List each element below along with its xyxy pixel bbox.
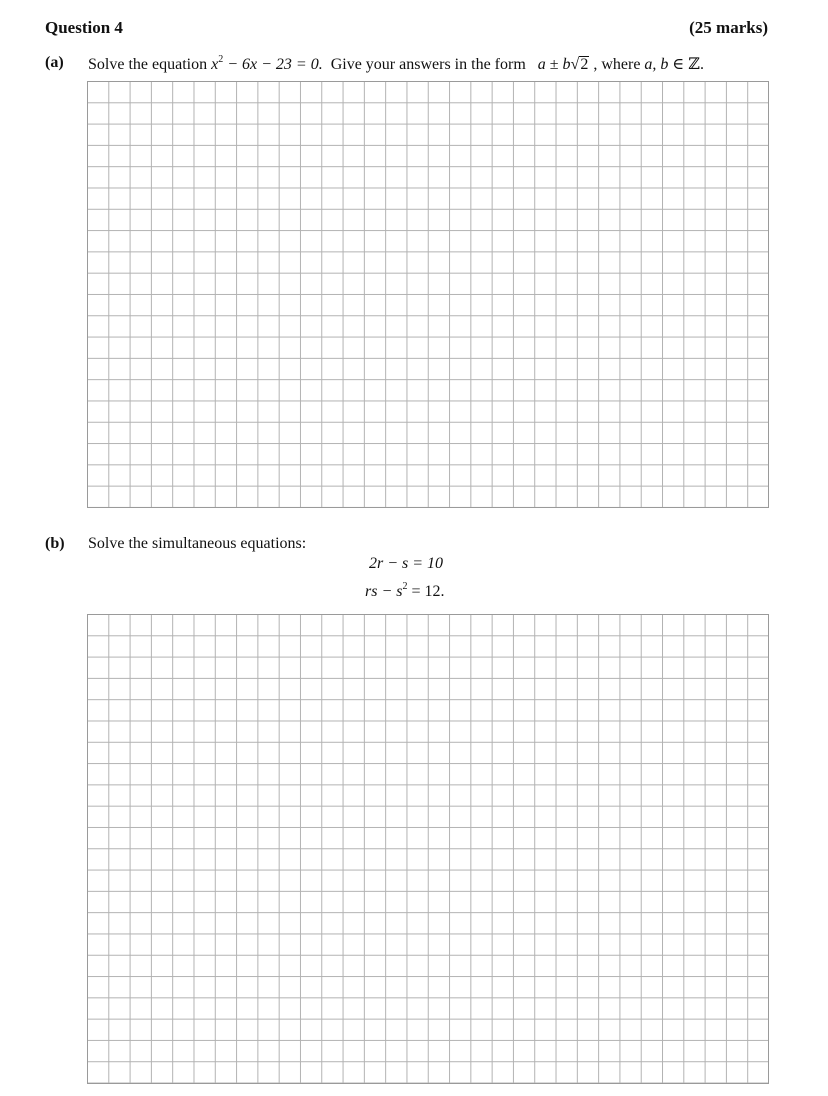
answer-form [534, 56, 594, 73]
answer-form-pm: ± [545, 56, 563, 73]
radical-sign: √ [570, 56, 580, 73]
answer-form-a: a [537, 56, 546, 73]
equation-2-base: rs − s [365, 583, 403, 600]
marks-label: (25 marks) [689, 18, 768, 37]
equation-2-rest: = 12. [407, 583, 445, 600]
equation-a-exponent: 2 [218, 54, 224, 65]
answer-grid-a[interactable] [87, 81, 769, 508]
element-of-symbol: ∈ [668, 56, 689, 73]
integers-symbol: ℤ [688, 56, 700, 73]
equation-a-x: x [211, 56, 219, 73]
simultaneous-equation-2 [365, 583, 445, 601]
equation-a-rest: − 6x − 23 = 0. [223, 56, 323, 73]
equation-a [211, 56, 327, 73]
part-a-question [88, 54, 704, 74]
answer-form-b: b [562, 56, 571, 73]
equation-2-exponent: 2 [402, 581, 408, 592]
part-b-label: (b) [45, 535, 65, 552]
sqrt-two [571, 56, 590, 74]
simultaneous-equation-1: 2r − s = 10 [369, 555, 444, 572]
question-title: Question 4 [45, 18, 123, 37]
part-a-intro: Solve the equation [88, 56, 208, 73]
where-text: , where [593, 56, 641, 73]
part-a-instruction: Give your answers in the form [330, 56, 526, 73]
condition-end: . [699, 56, 704, 73]
part-a-label: (a) [45, 54, 64, 71]
integer-condition [644, 56, 704, 73]
answer-grid-b[interactable] [87, 614, 769, 1084]
radicand: 2 [580, 56, 589, 73]
condition-vars: a, b [644, 56, 669, 73]
part-b-question: Solve the simultaneous equations: [88, 535, 307, 552]
